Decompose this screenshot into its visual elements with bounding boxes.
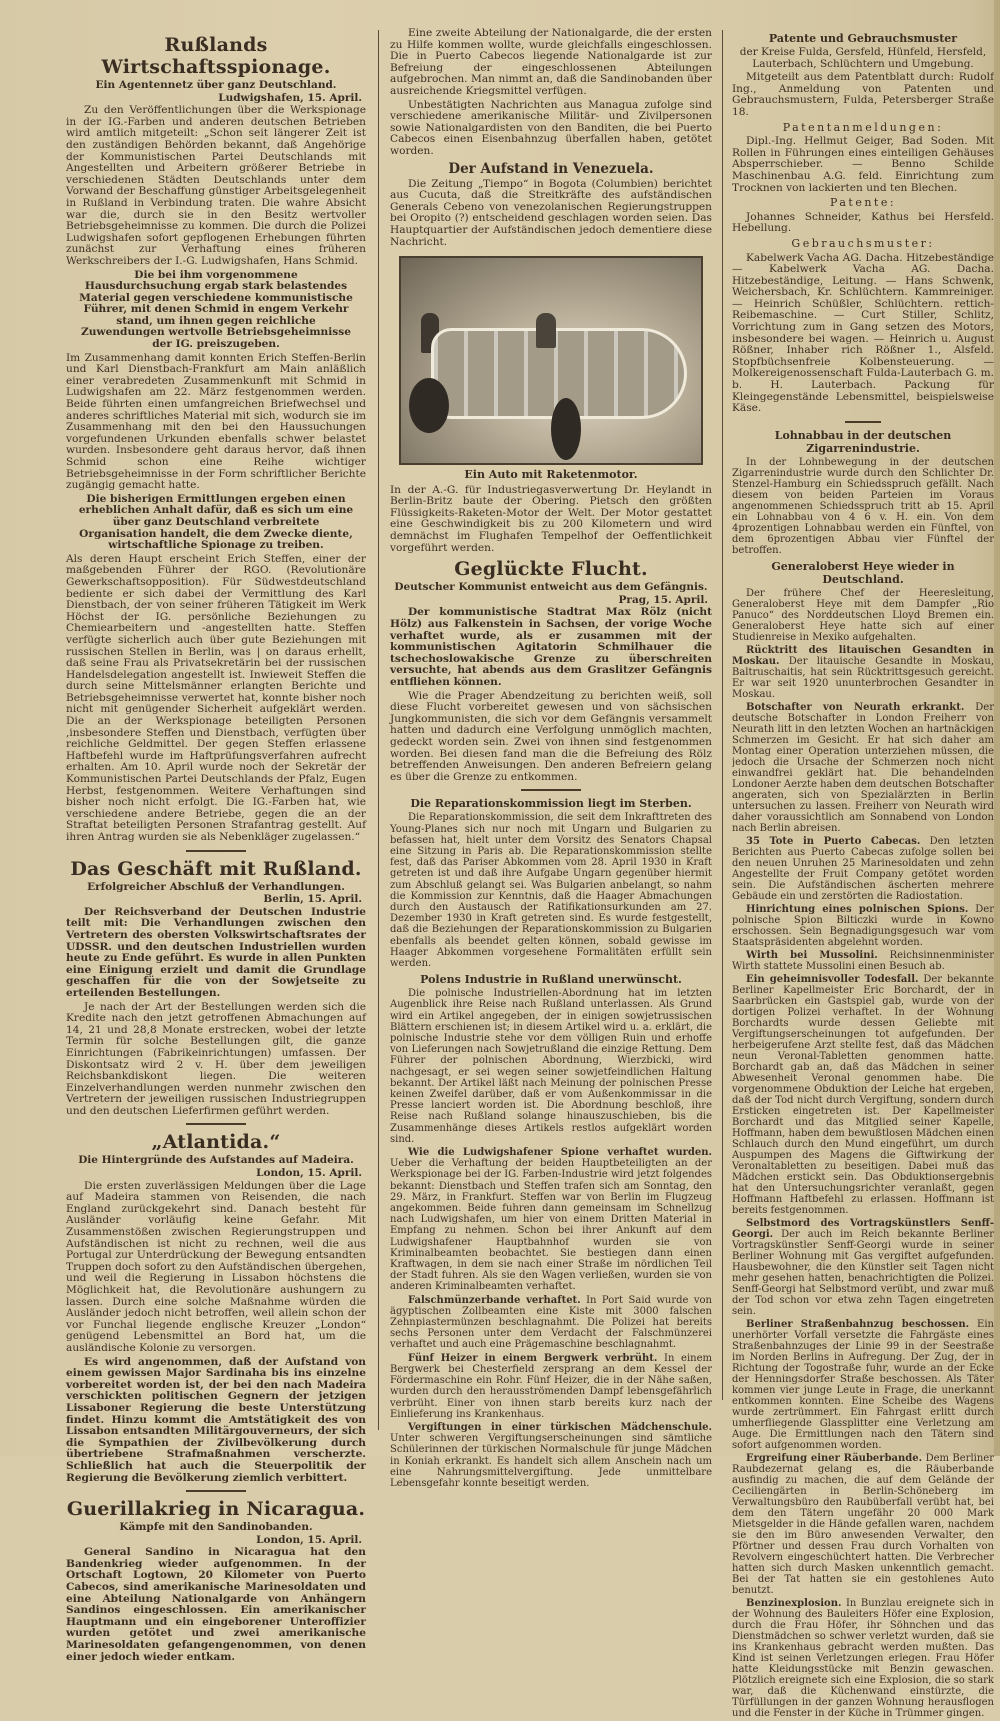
headline-atlantida: „Atlantida.“ [151,1131,281,1154]
section-label-patente: Patente: [829,196,897,210]
article-paragraph [390,1295,712,1351]
article-paragraph: Die ersten zuverlässigen Meldungen über die Lage auf Madeira stammen von Reisenden, die nach England zurückgekehrt sind. Danach besteht für Ausländer vorläufig keine Gefahr. Mit Zusammenstößen zwischen Regierungstruppen und Aufständischen ist nicht zu rechnen, weil die aus Portugal zur Unterdrückung der Bewegung entsandten Truppen doch sofort zu den Aufständischen übergehen, und weil die Regierung in Lissabon höchstens die Möglichkeit hat, die Revolutionäre aushungern zu lassen. Durch eine solche Maßnahme würden die Ausländer jedoch nicht betroffen, weil allein schon der vor Funchal liegende englische Kreuzer „London“ genügend Lebensmittel an Bord hat, um die ausländische Kolonie zu versorgen. [66,1179,366,1354]
article-paragraph [390,1353,712,1420]
article-paragraph: Je nach der Art der Bestellungen werden sich die Kredite nach den jetzt getroffenen Abmachungen auf 14, 21 und 28,8 Monate erstrecken, wobei der letzte Termin für solche Bestellungen gilt, die ganze Einrichtungen (Fabrikeinrichtungen) umfassen. Der Diskontsatz wird 2 v. H. über dem jeweiligen Reichsbankdiskont liegen. Die weiteren Einzelverhandlungen werden nunmehr zwischen den Vertretern der jeweiligen russischen Industriegruppen und den deutschen Lieferfirmen geführt werden. [66,1000,366,1117]
section-label-gebrauchsmuster: Gebrauchsmuster: [791,236,935,250]
article-paragraph: Wie die Prager Abendzeitung zu berichten weiß, soll diese Flucht vorbereitet gewesen und von sächsischen Jungkommunisten, die sich vor dem Gefängnis versammelt hatten und dadurch eine Verfolgung unmöglich machten, gedeckt worden sein. Zwei von ihnen sind festgenommen worden. Bei diesen fand man die die Befreiung des Rölz betreffenden Anweisungen. Den anderen Befreiern gelang es über die Grenze zu entkommen. [390,689,712,783]
headline-russlands-wirtschaftsspionage: Rußlands Wirtschaftsspionage. [101,34,331,78]
article-paragraph: Dipl.-Ing. Hellmut Geiger, Bad Soden. Mit Rollen in Führungen eines einteiligen Gehäuses Absperrschieber. — Benno Schilde Maschinenbau A.G. feld. Einrichtung zum Trocknen von lackierten und ten Blechen. [732,135,994,194]
article-paragraph: Johannes Schneider, Kathus bei Hersfeld. Hebellung. [732,210,994,235]
page-edge [994,0,1000,1456]
dateline: London, 15. April. [256,1167,362,1180]
subheadline: Ein Agentennetz über ganz Deutschland. [95,79,337,91]
article-paragraph [732,836,994,902]
separator [186,1490,246,1492]
subheadline: Kämpfe mit den Sandinobanden. [119,1521,313,1534]
article-text: Ueber die Verhaftung der beiden Hauptbeteiligten an der Werkspionage bei der IG. Farben-Industrie wird jetzt folgendes bekannt: Dienstbach und Steffen trafen sich am Sonntag, den 29. März, in Frankfurt. Steffen war von Berlin im Flugzeug angekommen. Beide fuhren dann gemeinsam im Schnellzug nach Ludwigshafen, um hier von einem Dritten Material in Empfang zu nehmen. Schon bei ihrer Ankunft auf dem Ludwigshafener Hauptbahnhof wurden sie von Kriminalbeamten beobachtet. Sie bestiegen dann einen Kraftwagen, in dem sie nach einer Straße im nördlichen Teil der Stadt fuhren. Als sie den Wagen verließen, wurden sie von anderen Kriminalbeamten verhaftet. [390,1158,712,1293]
headline-polens-industrie: Polens Industrie in Rußland unerwünscht. [420,973,682,987]
article-lead: Ergreifung einer Räuberbande. [746,1452,923,1464]
headline-reparationskommission: Die Reparationskommission liegt im Sterben. [410,797,692,811]
headline-guerillakrieg-nicaragua: Guerillakrieg in Nicaragua. [66,1498,366,1521]
article-text: Der litauische Gesandte in Moskau, Baltruschaitis, hat sein Rücktrittsgesuch gereicht. Er war seit 1920 ununterbrochen Gesandter in Moskau. [732,655,994,700]
article-paragraph [732,1598,994,1719]
article-paragraph [732,1218,994,1317]
article-lead: Berliner Straßenbahnzug beschossen. [746,1318,970,1330]
article-text: Den letzten Berichten aus Puerto Cabecas zufolge sollen bei den neuen Unruhen 25 Marinesoldaten und zehn Angestellte der Fruit Company getötet worden sein. Die Aufständischen äscherten mehrere Gebäude ein und zerstörten die Radiostation. [732,835,994,902]
headline-patente: Patente und Gebrauchsmuster [768,32,958,45]
article-text: Unter schweren Vergiftungserscheinungen sind sämtliche Schülerinnen der türkischen Normalschule für junge Mädchen in Koniah erkrankt. Es handelt sich allem Anschein nach um eine Nahrungsmittelvergiftung. Jede unmittelbare Lebensgefahr konnte beseitigt werden. [390,1433,712,1489]
photo-wheel [551,398,581,460]
photo-rocket-car [399,256,703,465]
article-text: Der auch im Reich bekannte Berliner Vortragskünstler Senff-Georgi wurde in seiner Berliner Wohnung mit Gas vergiftet aufgefunden. Hausbewohner, die den Künstler seit Tagen nicht mehr gesehen hatten, benachrichtigten die Polizei. Senff-Georgi hat Selbstmord verübt, und zwar muß der Tod schon vor etwa zehn Tagen eingetreten sein. [732,1228,994,1317]
article-paragraph: Zu den Veröffentlichungen über die Werkspionage in der IG.-Farben und anderen deutschen Betrieben wird amtlich mitgeteilt: „Schon seit längerer Zeit ist den zuständigen Behörden bekannt, daß Angehörige der Kommunistischen Partei Deutschlands mit Angestellten und Arbeitern größerer Betriebe in verschiedenen Städten Deutschlands unter dem Vorwand der Beschaffung günstiger Arbeitsgelegenheit in Rußland in Verbindung traten. Die wahre Absicht war die, durch sie in den Besitz wertvoller Betriebsgeheimnisse zu kommen. Die durch die Polizei Ludwigshafen sofort gepflogenen Erhebungen führten zunächst zur Verhaftung eines früheren Werkschreibers der I.-G. Ludwigshafen, Hans Schmid. [66,104,366,267]
article-lead: Botschafter von Neurath erkrankt. [746,701,965,713]
article-lead: Hinrichtung eines polnischen Spions. [746,903,969,915]
article-lead: Selbstmord des Vortragskünstlers Senff-Georgi. [732,1217,994,1240]
article-text: Der polnische Spion Bilticzki wurde in Kowno erschossen. Sein Begnadigungsgesuch war vom Staatspräsidenten abgelehnt worden. [732,903,994,948]
dateline: Berlin, 15. April. [263,893,362,906]
dateline: Prag, 15. April. [618,593,708,606]
article-paragraph: In der A.-G. für Industriegasverwertung Dr. Heylandt in Berlin-Britz baute der Obering. Pietsch den größten Flüssigkeits-Raketen-Motor der Welt. Der Motor gestattet eine Geschwindigkeit bis zu 200 Kilometern und wird demnächst im Flughafen Tempelhof der Oeffentlichkeit vorgeführt werden. [390,483,712,554]
article-lead: Benzinexplosion. [746,1597,842,1609]
article-lead: Vergiftungen in einer türkischen Mädchenschule. [408,1421,712,1433]
article-paragraph: Die Reparationskommission, die seit dem Inkrafttreten des Young-Planes sich nur noch mit Ungarn und Bulgarien zu befassen hat, hielt unter dem Vorsitz des Senators Chapsal eine Sitzung in Paris ab. Die Reparationskommission stellte fest, daß das Pariser Abkommen vom 28. April 1930 in Kraft getreten ist und daß ihre Aufgabe Ungarn gegenüber hiermit zum Abschluß gelangt sei. Was Bulgarien anbelangt, so nahm die Kommission zur Kenntnis, daß die Haager Abmachungen durch den Austausch der Ratifikationsurkunden am 27. Dezember 1930 in Kraft getreten sind. Es wurde festgestellt, daß die Beziehungen der Reparationskommission zu Bulgarien ebenfalls als beendet gelten können, sobald gewisse im Haager Abkommen vorgesehene Formalitäten erfüllt sein werden. [390,812,712,969]
article-paragraph: Im Zusammenhang damit konnten Erich Steffen-Berlin und Karl Dienstbach-Frankfurt am Main anläßlich einer verabredeten Zusammenkunft mit Schmid in Ludwigshafen am 22. März festgenommen werden. Beide führten einen umfangreichen Briefwechsel und anderes schriftliches Material mit sich, wodurch sie im Zusammenhang mit den bei den Haussuchungen vorgefundenen Urkunden ebenfalls schwer belastet wurden. Insbesondere geht daraus hervor, daß ihnen Schmid schon eine Reihe wichtiger Betriebsgeheimnisse in der Form schriftlicher Berichte zugängig gemacht hatte. [66,351,366,492]
article-paragraph [732,1319,994,1451]
article-paragraph-bold: Die bei ihm vorgenommene Hausdurchsuchung ergab stark belastendes Material gegen verschiedene kommunistische Führer, mit denen Schmid in engem Verkehr stand, um ihnen gegen reichliche Zuwendungen wertvolle Betriebsgeheimnisse der IG. preiszugeben. [79,268,353,351]
article-lead: Fünf Heizer in einem Bergwerk verbrüht. [408,1352,658,1364]
headline-generaloberst-heye: Generaloberst Heye wieder in Deutschland. [771,559,955,586]
article-text: Der bekannte Berliner Kapellmeister Eric Borchardt, der in Saarbrücken ein Gastspiel gab, wurde von der dortigen Polizei verhaftet. In der Wohnung Borchardts wurde dessen Geliebte mit Vergiftungserscheinungen tot aufgefunden. Der herbeigerufene Arzt stellte fest, daß das Mädchen neun Veronal-Tabletten genommen hatte. Borchardt gab an, daß das Mädchen in seiner Abwesenheit Veronal genommen habe. Die vorgenommene Obduktion der Leiche hat ergeben, daß der Tod nicht durch Vergiftung, sondern durch Ersticken eingetreten ist. Der Kapellmeister Borchardt und das Mitglied seiner Kapelle, Hoffmann, haben dem bewußtlosen Mädchen einen Schlauch durch den Mund eingeführt, um durch Auspumpen des Magens die Giftwirkung der Veronaltabletten zu beseitigen. Dabei muß das Mädchen erstickt sein. Das Obduktionsergebnis hat den Untersuchungsrichter veranlaßt, gegen Hoffmann Haftbefehl zu erlassen. Hoffmann ist bereits festgenommen. [732,973,994,1216]
headline-aufstand-venezuela: Der Aufstand in Venezuela. [448,160,654,177]
article-paragraph: Die polnische Industriellen-Abordnung hat im letzten Augenblick ihre Reise nach Rußland unterlassen. Als Grund wird ein Artikel angegeben, der in einigen sowjetrussischen Blättern erschienen ist; in diesem Artikel wird u. a. erklärt, die polnische Industrie stehe vor dem völligen Ruin und erhoffe von Lieferungen nach Sowjetrußland die einzige Rettung. Dem Führer der polnischen Abordnung, Wierzbicki, wird nachgesagt, er sei wegen seiner sowjetfeindlichen Haltung bekannt. Der Artikel läßt nach Meinung der polnischen Presse keinen Zweifel darüber, daß er vom Außenkommissar in die Presse lanciert worden ist. Die Abordnung beschloß, ihre Reise nach Rußland solange hinauszuschieben, bis die Zusammenhänge dieses Artikels restlos aufgeklärt worden sind. [390,988,712,1145]
headline-geschaeft-mit-russland: Das Geschäft mit Rußland. [70,857,362,880]
article-text: In einem Bergwerk bei Chesterfield zersprang an dem Kessel der Fördermaschine ein Rohr. Fünf Heizer, die in der Nähe saßen, wurden durch den herausströmenden Dampf lebensgefährlich verbrüht. Einer von ihnen starb bereits kurz nach der Einlieferung ins Krankenhaus. [390,1352,713,1420]
headline-geglueckte-flucht: Geglückte Flucht. [454,558,648,581]
photo-figure [536,313,556,348]
article-paragraph-bold: General Sandino in Nicaragua hat den Bandenkrieg wieder aufgenommen. In der Ortschaft Logtown, 20 Kilometer von Puerto Cabecos, sind amerikanische Marinesoldaten und eine Abteilung Nationalgarde von Anhängern Sandinos eingeschlossen. Ein amerikanischer Hauptmann und ein eingeborener Unteroffizier wurden getötet und zwei amerikanische Marinesoldaten gefangengenommen, von denen einer jedoch wieder entkam. [66,1546,366,1663]
article-text: Ein unerhörter Vorfall versetzte die Fahrgäste eines Straßenbahnzuges der Linie 99 in der Seestraße im Norden Berlins in Aufregung. Der Zug, der in Richtung der Togostraße fuhr, wurde an der Ecke der Henningsdorfer Straße beschossen. Als Täter kommen vier junge Leute in Frage, die unerkannt entkommen konnten. Eine Scheibe des Wagens wurde zertrümmert. Ein Fahrgast erlitt durch umherfliegende Glassplitter eine Verletzung am Auge. Die Ermittlungen nach den Tätern sind sofort aufgenommen worden. [732,1318,994,1451]
article-paragraph-bold: Es wird angenommen, daß der Aufstand von einem gewissen Major Sardinaha bis ins einzelne vorbereitet worden ist, der bei den nach Madeira verschickten politischen Gegnern der jetzigen Lissaboner Regierung die beste Unterstützung findet. Hinzu kommt die Amtstätigkeit des von Lissabon entsandten Militärgouverneurs, der sich die Sympathien der Zivilbevölkerung durch übertriebene Strafmaßnahmen verscherzte. Schließlich hat auch die Steuerpolitik der Regierung die Bevölkerung ziemlich verbittert. [66,1355,366,1484]
dateline: Ludwigshafen, 15. April. [218,91,362,104]
article-paragraph: Mitgeteilt aus dem Patentblatt durch: Rudolf Ing., Anmeldung von Patenten und Gebrauchsmustern, Fulda, Petersberger Straße 18. [732,71,994,118]
separator [186,1123,246,1125]
article-lead: Wie die Ludwigshafener Spione verhaftet wurden. [408,1147,712,1159]
article-paragraph [732,645,994,700]
patente-region: der Kreise Fulda, Gersfeld, Hünfeld, Hersfeld, Lauterbach, Schlüchtern und Umgebung. [739,46,987,70]
column-left [66,30,366,1665]
article-paragraph: Die Zeitung „Tiempo“ in Bogota (Columbien) berichtet aus Cucuta, daß die Streitkräfte des aufständischen Generals Cebeno von venezolanischen Regierungstruppen bei Oropito (?) entscheidend geschlagen worden seien. Das Hauptquartier der Aufständischen jedoch dementiere diese Nachricht. [390,177,712,248]
article-lead: Rücktritt des litauischen Gesandten in Moskau. [732,644,994,667]
column-right [732,28,994,1721]
section-label-patentanmeldungen: Patentanmeldungen: [782,120,944,134]
article-paragraph: Kabelwerk Vacha AG. Dacha. Hitzebeständige — Kabelwerk Vacha AG. Dacha. Hitzebeständige, Leitung. — Hans Schwenk, Weichersbach, Kr. Schlüchtern. Kammreiniger. — Heinrich Schüßler, Schlüchtern. rettich-Reibemaschine. — Curt Stiller, Schlitz, Vorrichtung zum in Gang setzen des Motors, insbesondere bei wagen. — Heinrich u. August Rößner, Inhaber rich Rößner 1., Alsfeld. Stopfbüchsenfreie Kolbensteuerung. — Molkereigenossenschaft Fulda-Lauterbach G. m. b. H. Lauterbach. Packung für Kleingegenstände Lebensmittel, beispielsweise Käse. [732,251,994,415]
article-paragraph: Der frühere Chef der Heeresleitung, Generaloberst Heye mit dem Dampfer „Rio Panuco“ des Norddeutschen Lloyd Bremen ein. Generaloberst Heye hatte sich auf einer Studienreise in Mexiko aufgehalten. [732,587,994,643]
article-paragraph: Als deren Haupt erscheint Erich Steffen, einer der maßgebenden Führer der RGO. (Revolutionäre Gewerkschaftsopposition). Für Südwestdeutschland bediente er sich dabei der Vermittlung des Karl Dienstbach, der von seiner früheren Tätigkeit im Werk Höchst der IG. persönliche Beziehungen zu Chemiearbeitern und -angestellten hatte. Steffen verfügte sicherlich auch über gute Beziehungen mit russischen Stellen in Berlin, was | on daraus erhellt, daß seine Frau als Privatsekretärin bei der russischen Handelsdelegation angestellt ist. Inwieweit Steffen die durch seine Mittelsmänner erlangten Berichte und Betriebsgeheimnisse verwertet hat, konnte bisher noch nicht mit genügender Sicherheit aufgeklärt werden. Die an der Werkspionage beteiligten Personen ,insbesondere Steffen und Dienstbach, verfügten über reichliche Geldmittel. Der gegen Steffen erlassene Haftbefehl wurde im Haftprüfungsverfahren aufrecht erhalten. Am 10. April wurde noch der Sekretär der Kommunistischen Partei Deutschlands der Pfalz, Eugen Herbst, festgenommen. Weitere Verhaftungen sind bisher noch nicht erfolgt. Die IG.-Farben hat, wie verschiedene andere Betriebe, gegen die an der Straftat beteiligten Personen Strafantrag gestellt. Auf ihren Antrag wurden sie als Nebenkläger zugelassen.“ [66,552,366,843]
article-paragraph-bold: Die bisherigen Ermittlungen ergeben einen erheblichen Anhalt dafür, daß es sich um eine über ganz Deutschland verbreitete Organisation handelt, die dem Zwecke diente, wirtschaftliche Spionage zu treiben. [78,492,354,552]
dateline: London, 15. April. [256,1533,362,1546]
article-paragraph-bold: Der Reichsverband der Deutschen Industrie teilt mit: Die Verhandlungen zwischen den Vertretern des obersten Volkswirtschaftsrates der UDSSR. und den deutschen Industriellen wurden heute zu Ende geführt. Es wurde in allen Punkten eine Einigung erzielt und damit die Grundlage geschaffen für die von der Sowjetseite zu erteilenden Bestellungen. [66,905,366,999]
article-paragraph-bold: Der kommunistische Stadtrat Max Rölz (nicht Hölz) aus Falkenstein in Sachsen, der vorige Woche verhaftet wurde, als er zusammen mit der kommunistischen Agitatorin Schmilhauer die tschechoslowakische Grenze zu überschreiten versuchte, hat abends aus dem Graslitzer Gefängnis entfliehen können. [390,606,712,688]
article-lead: 35 Tote in Puerto Cabecas. [746,835,921,847]
separator [845,421,881,423]
article-paragraph [732,950,994,972]
article-text: In Bunzlau ereignete sich in der Wohnung des Bauleiters Höfer eine Explosion, durch die Frau Höfer, ihr Söhnchen und das Dienstmädchen so schwer verletzt wurden, daß sie ins Krankenhaus gebracht werden mußten. Das Kind ist seinen Verletzungen erlegen. Frau Höfer hatte Kleidungsstücke mit Benzin gewaschen. Plötzlich ereignete sich eine Explosion, die so stark war, daß die Küchenwand einstürzte, die Türfüllungen in der ganzen Wohnung herausflogen und die Fenster in der Küche in Trümmer gingen. [732,1597,994,1719]
photo-caption: Ein Auto mit Raketenmotor. [464,468,638,482]
separator [186,850,246,852]
article-text: Dem Berliner Raubdezernat gelang es, die Räuberbande ausfindig zu machen, die auf dem Gelände der Ceciliengärten in Berlin-Schöneberg im Verwaltungsbüro den Raubüberfall verübt hat, bei dem den Tätern ungefähr 20 000 Mark Mietsgelder in die Hände gefallen waren, nachdem sie den im Büro anwesenden Verwalter, den Pförtner und dessen Frau durch Vorhalten von Revolvern eingeschüchtert hatten. Die Verbrecher hatten sich durch Masken unkenntlich gemacht. Bei der Tat hatten sie ein gestohlenes Auto benutzt. [732,1452,994,1596]
article-text: Der deutsche Botschafter in London Freiherr von Neurath litt in den letzten Wochen an hartnäckigen Schmerzen im Gesicht. Er hat sich daher am Montag einer Operation unterziehen müssen, die jedoch die Ursache der Schmerzen noch nicht einwandfrei geklärt hat. Die behandelnden Londoner Aerzte haben dem deutschen Botschafter angeraten, sich von Spezialärzten in Berlin untersuchen zu lassen. Freiherr von Neurath wird daher voraussichtlich am Sonnabend von London nach Berlin abreisen. [732,701,994,834]
article-text: Reichsinnenminister Wirth stattete Mussolini einen Besuch ab. [732,949,994,972]
article-lead: Wirth bei Mussolini. [746,949,878,961]
article-lead: Falschmünzerbande verhaftet. [408,1294,581,1306]
separator [521,789,581,791]
article-paragraph: In der Lohnbewegung in der deutschen Zigarrenindustrie wurde durch den Schlichter Dr. Stenzel-Hamburg ein Schiedsspruch gefällt. Nach diesem von beiden Parteien im Voraus angenommenen Schiedsspruch tritt ab 15. April ein Lohnabbau von 4 6 v. H. ein. Von dem 4prozentigen Lohnabbau werden ein Fünftel, von dem 6prozentigen Abbau vier Fünftel der betroffen. [732,456,994,556]
column-divider [378,30,379,1430]
article-paragraph [732,702,994,834]
article-text: In Port Said wurde von ägyptischen Zollbeamten eine Kiste mit 3000 falschen Zehnpiastermünzen beschlagnahmt. Die Polizei hat bereits sechs Personen unter dem Verdacht der Falschmünzerei verhaftet und auch eine Prägemaschine beschlagnahmt. [390,1294,713,1351]
article-paragraph [390,1147,712,1293]
headline-lohnabbau: Lohnabbau in der deutschen Zigarrenindustrie. [774,428,952,455]
article-paragraph: Eine zweite Abteilung der Nationalgarde, die der ersten zu Hilfe kommen wollte, wurde gleichfalls eingeschlossen. Die in Puerto Cabecos liegende Nationalgarde ist zur Befreiung der eingeschlossenen Abteilungen aufgebrochen. Man nimmt an, daß die Sandinobanden über ausreichende Kriegsmittel verfügen. [390,27,712,97]
article-paragraph [732,1453,994,1596]
column-divider [722,30,723,1400]
article-paragraph [732,904,994,948]
article-paragraph [732,974,994,1216]
photo-wheel [409,378,449,433]
subheadline: Deutscher Kommunist entweicht aus dem Gefängnis. [394,581,708,594]
subheadline: Die Hintergründe des Aufstandes auf Madeira. [78,1154,354,1167]
column-middle [390,28,712,1491]
subheadline: Erfolgreicher Abschluß der Verhandlungen. [87,880,345,893]
article-paragraph: Unbestätigten Nachrichten aus Managua zufolge sind verschiedene amerikanische Militär- und Zivilpersonen sowie Nationalgardisten von den Banditen, die bei Puerto Cabecos einen Eisenbahnzug überfallen haben, getötet worden. [390,98,712,157]
article-lead: Ein geheimnisvoller Todesfall. [746,973,919,985]
